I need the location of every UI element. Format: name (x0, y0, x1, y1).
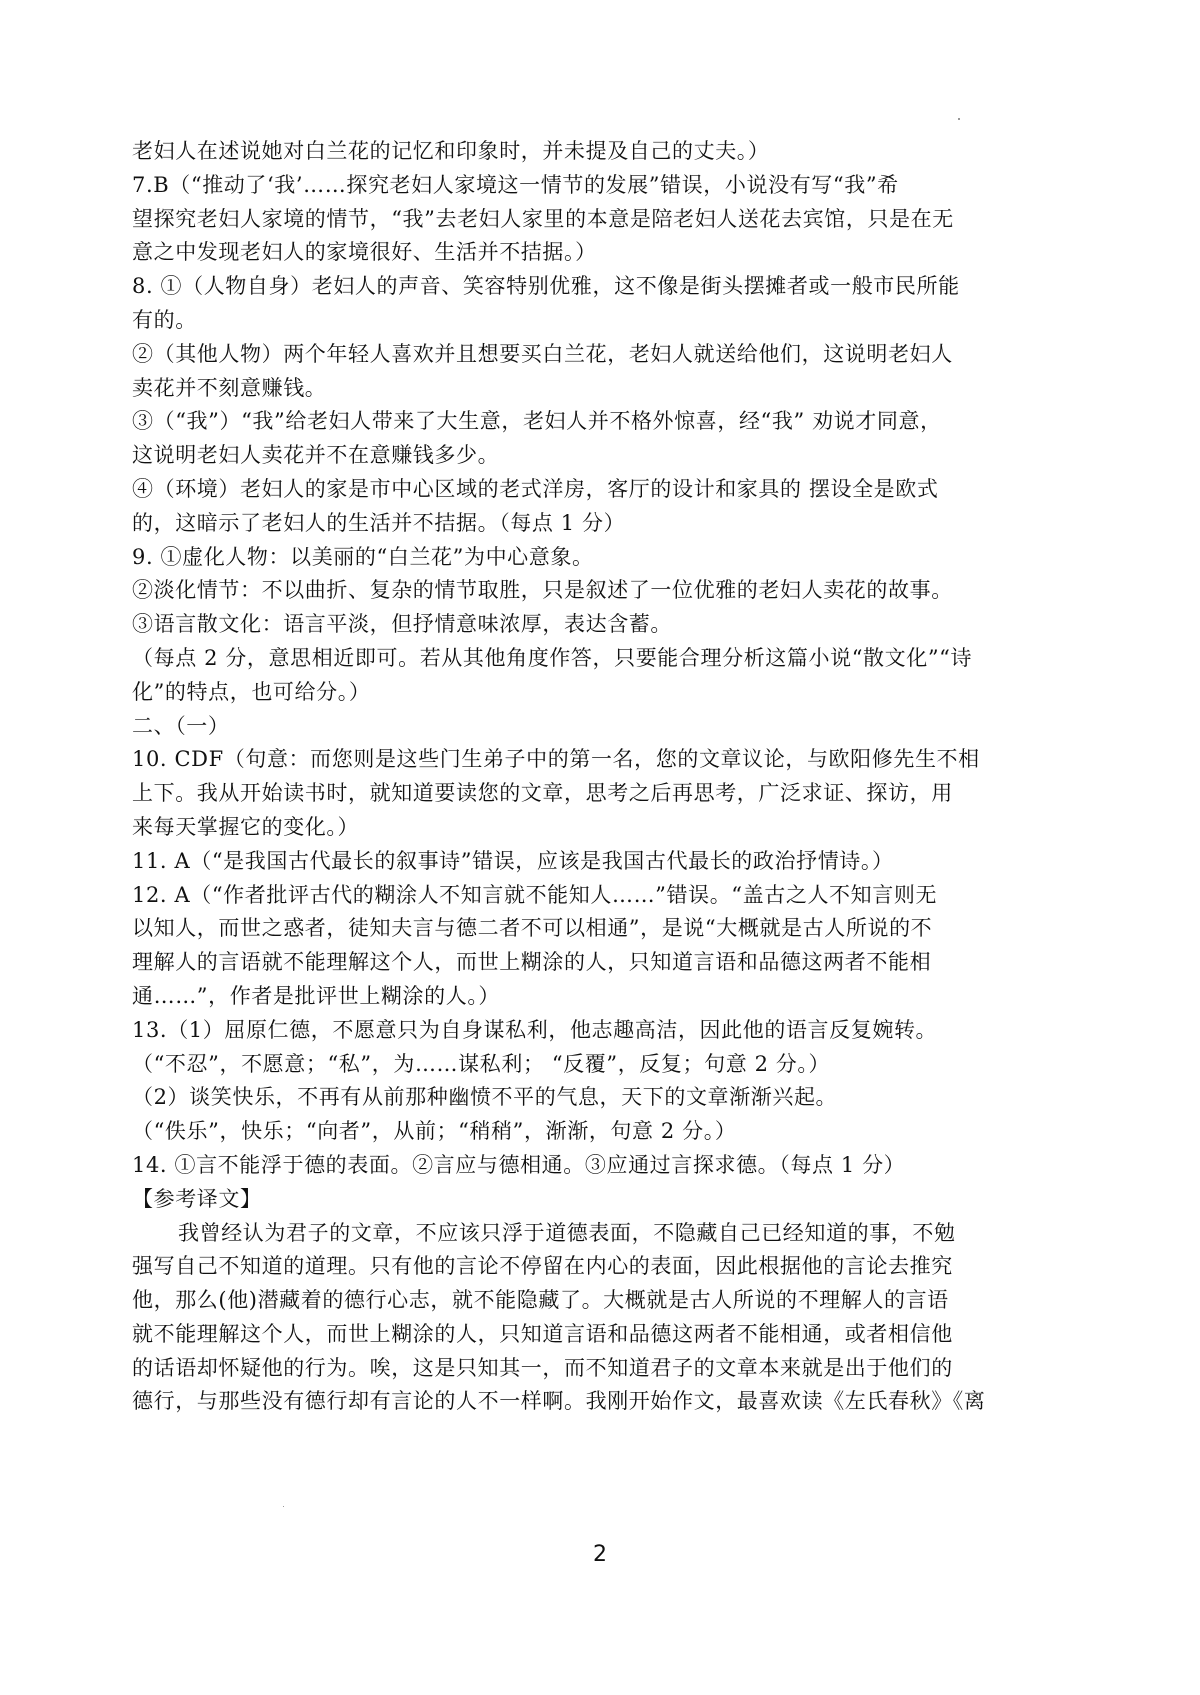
scan-speck (958, 118, 960, 120)
text-line: （2）谈笑快乐，不再有从前那种幽愤不平的气息，天下的文章渐渐兴起。 (132, 1085, 838, 1110)
page-number: 2 (593, 1542, 607, 1567)
answer-text-body (132, 135, 1082, 1419)
text-line: 意之中发现老妇人的家境很好、生活并不拮据。） (132, 240, 597, 265)
text-line: 老妇人在述说她对白兰花的记忆和印象时，并未提及自己的丈夫。） (132, 139, 770, 163)
text-line: 10. CDF（句意：而您则是这些门生弟子中的第一名，您的文章议论，与欧阳修先生不相 (132, 747, 980, 772)
scan-speck (283, 1506, 284, 1507)
text-line: 化”的特点，也可给分。） (132, 679, 371, 704)
text-line: 14. ①言不能浮于德的表面。②言应与德相通。③应通过言探求德。（每点 1 分） (132, 1152, 906, 1177)
text-line: 德行，与那些没有德行却有言论的人不一样啊。我刚开始作文，最喜欢读《左氏春秋》《离 (132, 1389, 986, 1414)
text-line: 望探究老妇人家境的情节，“我”去老妇人家里的本意是陪老妇人送花去宾馆，只是在无 (132, 206, 954, 231)
text-line: 的话语却怀疑他的行为。唉，这是只知其一，而不知道君子的文章本来就是出于他们的 (132, 1355, 953, 1380)
text-line: ③（“我”）“我”给老妇人带来了大生意，老妇人并不格外惊喜，经“我” 劝说才同意， (132, 409, 942, 434)
text-line: ③语言散文化：语言平淡，但抒情意味浓厚，表达含蓄。 (132, 612, 672, 637)
text-line: 通……”，作者是批评世上糊涂的人。） (132, 983, 501, 1008)
text-line: ②淡化情节：不以曲折、复杂的情节取胜，只是叙述了一位优雅的老妇人卖花的故事。 (132, 578, 953, 603)
text-line: 9. ①虚化人物：以美丽的“白兰花”为中心意象。 (132, 544, 594, 569)
text-line: （“不忍”，不愿意；“私”，为……谋私利； “反覆”，反复；句意 2 分。） (132, 1051, 831, 1076)
text-line: ④（环境）老妇人的家是市中心区域的老式洋房，客厅的设计和家具的 摆设全是欧式 (132, 476, 939, 501)
text-line: 卖花并不刻意赚钱。 (132, 375, 327, 400)
text-line: 强写自己不知道的道理。只有他的言论不停留在内心的表面，因此根据他的言论去推究 (132, 1254, 953, 1279)
text-line: 上下。我从开始读书时，就知道要读您的文章，思考之后再思考，广泛求证、探访，用 (132, 781, 953, 806)
text-line: 7.B（“推动了‘我’……探究老妇人家境这一情节的发展”错误，小说没有写“我”希 (132, 172, 899, 197)
text-line: 他，那么(他)潜藏着的德行心志，就不能隐藏了。大概就是古人所说的不理解人的言语 (132, 1288, 949, 1313)
text-line: 我曾经认为君子的文章，不应该只浮于道德表面，不隐藏自己已经知道的事，不勉 (178, 1220, 956, 1245)
text-line: ②（其他人物）两个年轻人喜欢并且想要买白兰花，老妇人就送给他们，这说明老妇人 (132, 341, 953, 366)
text-line: 就不能理解这个人，而世上糊涂的人，只知道言语和品德这两者不能相通，或者相信他 (132, 1321, 953, 1346)
text-line: 8. ①（人物自身）老妇人的声音、笑容特别优雅，这不像是街头摆摊者或一般市民所能 (132, 274, 960, 299)
text-line: 有的。 (132, 307, 197, 332)
text-line: 11. A（“是我国古代最长的叙事诗”错误，应该是我国古代最长的政治抒情诗。） (132, 848, 894, 873)
text-line: 的，这暗示了老妇人的生活并不拮据。（每点 1 分） (132, 510, 626, 535)
text-line: 12. A（“作者批评古代的糊涂人不知言就不能知人……”错误。“盖古之人不知言则无 (132, 882, 938, 907)
text-line: 来每天掌握它的变化。） (132, 814, 360, 839)
text-line: 理解人的言语就不能理解这个人，而世上糊涂的人，只知道言语和品德这两者不能相 (132, 950, 932, 975)
reference-translation-heading: 【参考译文】 (132, 1186, 262, 1211)
text-line: 这说明老妇人卖花并不在意赚钱多少。 (132, 443, 500, 468)
text-line: （每点 2 分，意思相近即可。若从其他角度作答，只要能合理分析这篇小说“散文化”“诗 (132, 645, 973, 670)
text-line: 13.（1）屈原仁德，不愿意只为自身谋私利，他志趣高洁，因此他的语言反复婉转。 (132, 1017, 938, 1042)
text-line: 以知人，而世之惑者，徒知夫言与德二者不可以相通”，是说“大概就是古人所说的不 (132, 916, 933, 941)
section-heading: 二、（一） (132, 713, 230, 738)
text-line: （“佚乐”，快乐；“向者”，从前；“稍稍”，渐渐，句意 2 分。） (132, 1119, 737, 1144)
